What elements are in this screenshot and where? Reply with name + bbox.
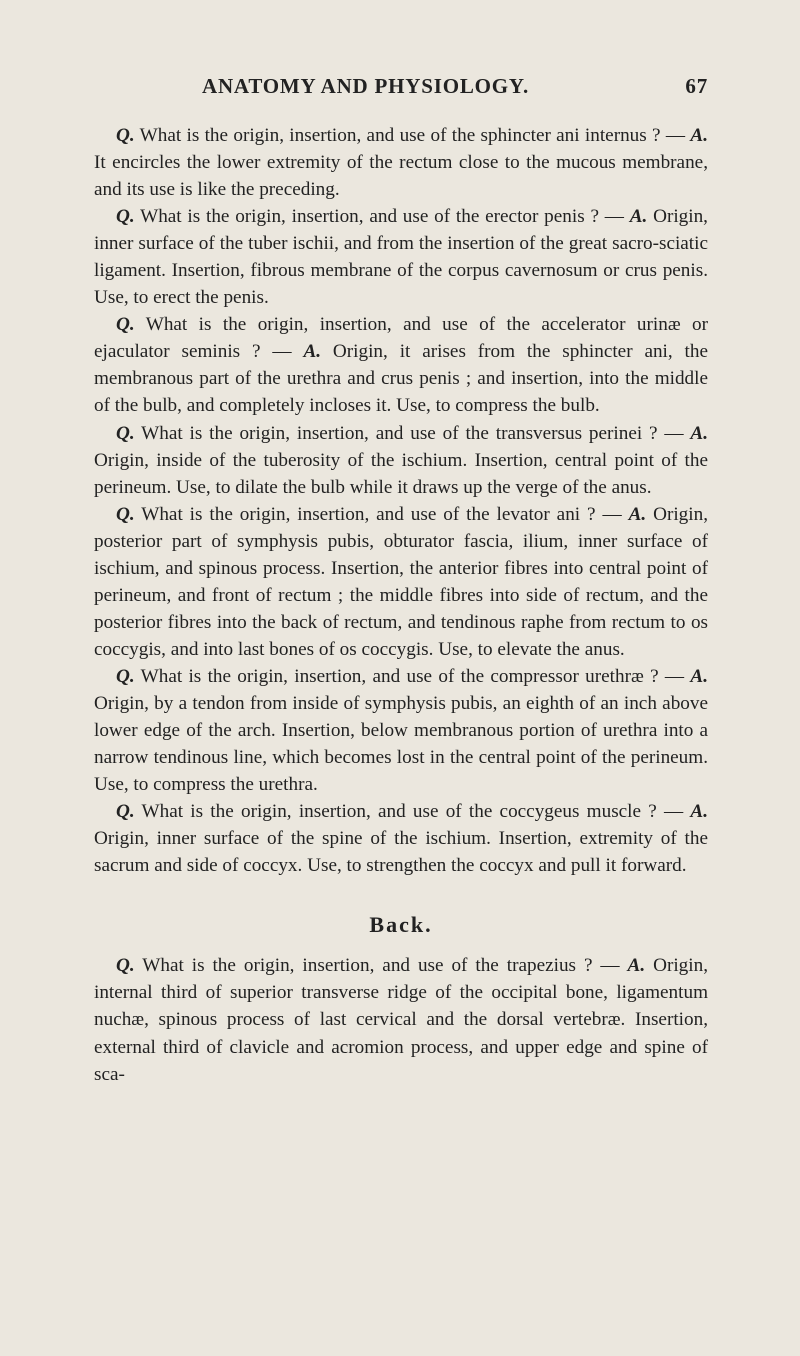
question-marker: Q.: [116, 665, 135, 687]
running-title: ANATOMY AND PHYSIOLOGY.: [202, 74, 530, 98]
question-marker: Q.: [116, 206, 135, 228]
answer-text: Origin, inner surface of the spine of the ischium. Insertion, extremity of the sacrum and side of coccyx. Use, to strengthen the coccyx and pull it forward.: [94, 828, 708, 877]
question-text: What is the origin, insertion, and use of the transversus perinei ? —: [134, 422, 691, 444]
qa-transversus-perinei: [94, 420, 708, 501]
qa-trapezius: [94, 952, 708, 1087]
answer-marker: A.: [303, 341, 322, 363]
question-marker: Q.: [116, 314, 135, 336]
question-marker: Q.: [116, 955, 135, 977]
page-number: 67: [685, 74, 708, 98]
answer-marker: A.: [628, 503, 647, 525]
answer-text: Origin, inner surface of the tuber ischii, and from the insertion of the great sacro-sciatic ligament. Insertion, fibrous membrane of the corpus cavernosum or crus penis. Use, to erect the penis.: [94, 206, 708, 309]
question-marker: Q.: [116, 801, 135, 823]
question-marker: Q.: [116, 503, 135, 525]
answer-text: Origin, posterior part of symphysis pubis, obturator fascia, ilium, inner surface of ischium, and spinous process. Insertion, the anterior fibres into central point of perineum, and front of rectum ; the middle fibres into side of rectum, and the posterior fibres into the back of rectum, and tendinous raphe from rectum to os coccygis, and into last bones of os coccygis. Use, to elevate the anus.: [94, 503, 708, 660]
question-marker: Q.: [116, 422, 135, 444]
answer-marker: A.: [629, 206, 648, 228]
running-head: [94, 74, 708, 100]
question-marker: Q.: [116, 125, 135, 146]
question-text: What is the origin, insertion, and use of the levator ani ? —: [134, 503, 629, 525]
section-heading-back: Back.: [369, 912, 433, 938]
qa-accelerator-urinae: [94, 311, 708, 419]
qa-coccygeus: [94, 798, 708, 879]
answer-text: Origin, internal third of superior transverse ridge of the occipital bone, ligamentum nuchæ, spinous process of last cervical and the dorsal vertebræ. Insertion, external third of clavicle and acromion process, and upper edge and spine of sca-: [94, 955, 708, 1085]
question-text: What is the origin, insertion, and use of the accelerator urinæ or ejaculator seminis ? —: [94, 314, 708, 363]
answer-marker: A.: [690, 422, 708, 444]
page-body: [94, 122, 708, 1088]
question-text: What is the origin, insertion, and use of the sphincter ani internus ? —: [134, 125, 691, 146]
qa-sphincter-ani-internus: [94, 122, 708, 203]
answer-text: It encircles the lower extremity of the rectum close to the mucous membrane, and its use is like the preceding.: [94, 152, 708, 201]
answer-marker: A.: [690, 125, 708, 146]
question-text: What is the origin, insertion, and use of the compressor urethræ ? —: [134, 665, 691, 687]
qa-erector-penis: [94, 203, 708, 311]
question-text: What is the origin, insertion, and use of the coccygeus muscle ? —: [134, 801, 691, 823]
answer-marker: A.: [690, 801, 708, 823]
answer-text: Origin, inside of the tuberosity of the ischium. Insertion, central point of the perineum. Use, to dilate the bulb while it draws up the verge of the anus.: [94, 449, 708, 498]
question-text: What is the origin, insertion, and use of the erector penis ? —: [134, 206, 630, 228]
answer-text: Origin, it arises from the sphincter ani, the membranous part of the urethra and crus penis ; and insertion, into the middle of the bulb, and completely incloses it. Use, to compress the bulb.: [94, 341, 708, 417]
answer-marker: A.: [627, 955, 646, 977]
answer-text: Origin, by a tendon from inside of symphysis pubis, an eighth of an inch above lower edge of the arch. Insertion, below membranous portion of urethra into a narrow tendinous line, which becomes lost in the central point of the perineum. Use, to compress the urethra.: [94, 692, 708, 796]
qa-compressor-urethrae: [94, 663, 708, 798]
question-text: What is the origin, insertion, and use of the trapezius ? —: [134, 955, 628, 977]
qa-levator-ani: [94, 501, 708, 663]
answer-marker: A.: [690, 665, 708, 687]
